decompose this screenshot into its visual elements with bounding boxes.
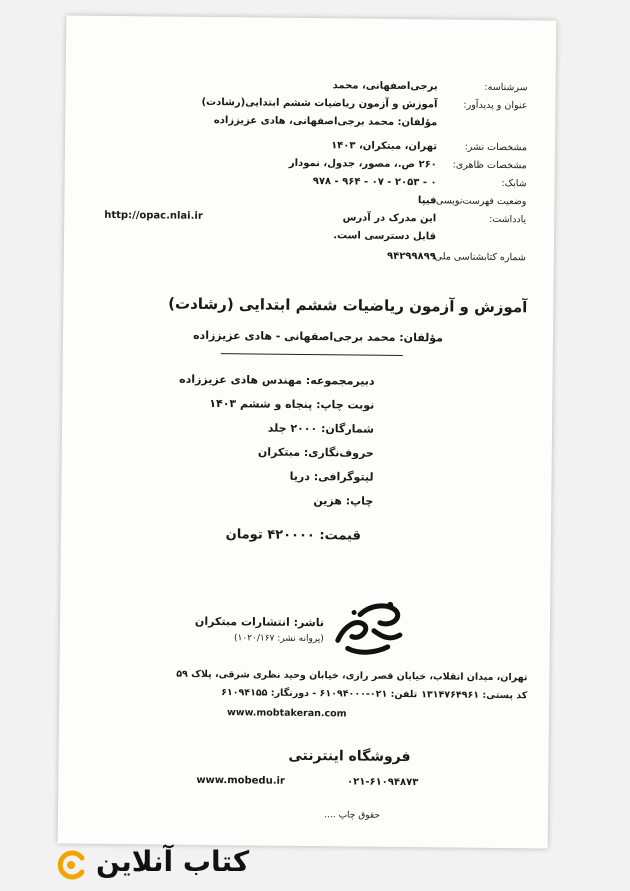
publisher-website: www.mobtakeran.com — [226, 707, 347, 720]
publisher-phone: تلفن: ۰۲۱-۶۱۰۹۴۰۰۰ - دورنگار: ۶۱۰۹۴۱۵۵ — [221, 687, 418, 701]
credit-line: دبیرمجموعه: مهندس هادی عزیززاده — [179, 372, 375, 388]
cip-label: سرشناسه: — [484, 81, 528, 94]
cip-value: ۹۴۲۹۹۸۹۹ — [386, 250, 436, 263]
cip-label: مشخصات ظاهری: — [452, 159, 527, 172]
cip-label: شابک: — [501, 178, 527, 190]
credit-line: حروف‌نگاری: مبتکران — [257, 445, 374, 460]
cip-value: تهران، مبتکران، ۱۴۰۳ — [331, 140, 438, 153]
site-watermark: کتاب آنلاین — [96, 845, 250, 878]
cip-value: ۲۶۰ ص.، مصور، جدول، نمودار — [288, 157, 437, 171]
opac-url: http://opac.nlai.ir — [104, 209, 203, 222]
credit-line: شمارگان: ۲۰۰۰ جلد — [267, 421, 375, 436]
publisher-name: ناشر: انتشارات مبتکران — [194, 614, 325, 630]
cip-value: فیپا — [417, 195, 437, 207]
cip-label: مشخصات نشر: — [464, 141, 528, 154]
store-title: فروشگاه اینترنتی — [288, 747, 411, 766]
cip-value: آموزش و آزمون ریاضیات ششم ابتدایی(رشادت) — [201, 96, 438, 111]
store-website: www.mobedu.ir — [196, 774, 285, 787]
publisher-address: تهران، میدان انقلاب، خیابان قصر رازی، خیابان وحید نظری شرقی، پلاک ۵۹ — [176, 668, 528, 684]
publisher-postal: کد پستی: ۱۳۱۴۷۶۴۹۶۱ — [421, 689, 528, 702]
cip-label: شماره کتابشناسی ملی: — [431, 251, 526, 264]
cip-value: مؤلفان: محمد برجی‌اصفهانی، هادی عزیززاده — [213, 115, 438, 129]
price: قیمت: ۴۲۰۰۰۰ تومان — [225, 527, 361, 544]
cip-label: وضعیت فهرست‌نویسی: — [432, 195, 527, 208]
book-authors: مؤلفان: محمد برجی‌اصفهانی - هادی عزیززاده — [193, 328, 444, 345]
publisher-logo-icon — [330, 596, 411, 659]
book-title: آموزش و آزمون ریاضیات ششم ابتدایی (رشادت) — [168, 294, 528, 317]
credit-line: نوبت چاپ: پنجاه و ششم ۱۴۰۳ — [209, 396, 375, 412]
book-page — [58, 15, 557, 848]
site-logo-icon — [56, 850, 86, 880]
credit-line: چاپ: هزین — [313, 494, 374, 508]
cip-label: یادداشت: — [489, 213, 527, 226]
credit-line: لیتوگرافی: دریا — [289, 469, 374, 484]
cip-value: برجی‌اصفهانی، محمد — [332, 80, 438, 93]
cip-value: این مدرک در آدرس — [342, 212, 437, 225]
store-phone: ۰۲۱-۶۱۰۹۴۸۷۳ — [346, 776, 419, 789]
cip-label: عنوان و پدیدآور: — [463, 99, 528, 112]
publisher-license: (پروانه نشر: ۱۰۲۰/۱۶۷) — [233, 633, 324, 645]
cip-value: قابل دسترسی است. — [333, 230, 437, 243]
cip-value: ۰ - ۲۰۵۳ - ۰۷ - ۹۶۴ - ۹۷۸ — [312, 176, 437, 189]
divider — [221, 353, 403, 356]
rights-note: حقوق چاپ .... — [324, 810, 381, 821]
